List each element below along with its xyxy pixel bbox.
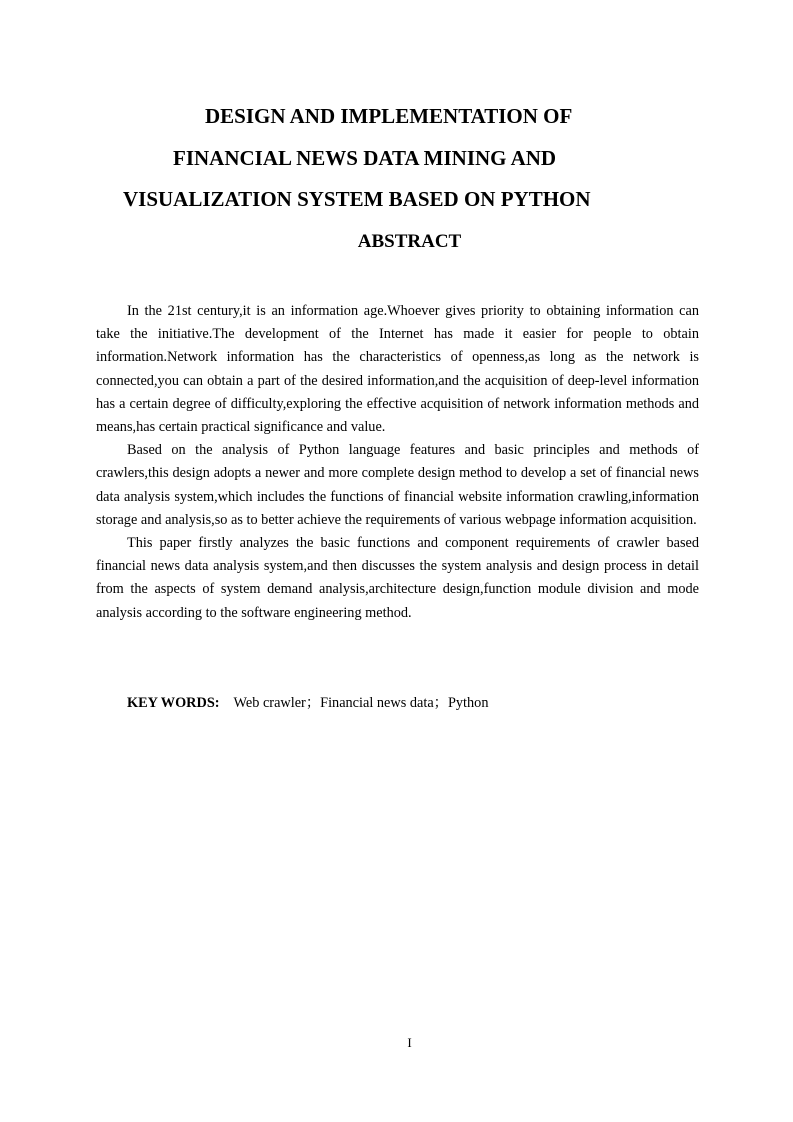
title-line-2: FINANCIAL NEWS DATA MINING AND <box>173 146 557 170</box>
title-line-3: VISUALIZATION SYSTEM BASED ON PYTHON <box>123 187 591 211</box>
keywords-label: KEY WORDS: <box>127 695 220 711</box>
keywords-value: Web crawler；Financial news data；Python <box>233 695 489 711</box>
abstract-paragraph-2: Based on the analysis of Python language features and basic principles and methods of crawlers,this design adopts a newer and more complete design method to develop a set of financial news data analysis system,which includes the functions of financial website information crawling,information storage and analysis,so as to better achieve the requirements of various webpage information acquisition. <box>96 442 699 528</box>
abstract-heading: ABSTRACT <box>357 231 462 252</box>
keywords-line <box>127 692 488 715</box>
abstract-body <box>96 300 699 625</box>
abstract-paragraph-1: In the 21st century,it is an information age.Whoever gives priority to obtaining information can take the initiative.The development of the Internet has made it easier for people to obtain information.Network information has the characteristics of openness,as long as the network is connected,you can obtain a part of the desired information,and the acquisition of deep-level information has a certain degree of difficulty,exploring the effective acquisition of network information methods and means,has certain practical significance and value. <box>96 303 699 436</box>
title-line-1: DESIGN AND IMPLEMENTATION OF <box>205 104 573 128</box>
page-number: I <box>407 1035 412 1050</box>
abstract-paragraph-3: This paper firstly analyzes the basic functions and component requirements of crawler based financial news data analysis system,and then discusses the system analysis and design process in detail from the aspects of system demand analysis,architecture design,function module division and mode analysis according to the software engineering method. <box>96 535 699 621</box>
